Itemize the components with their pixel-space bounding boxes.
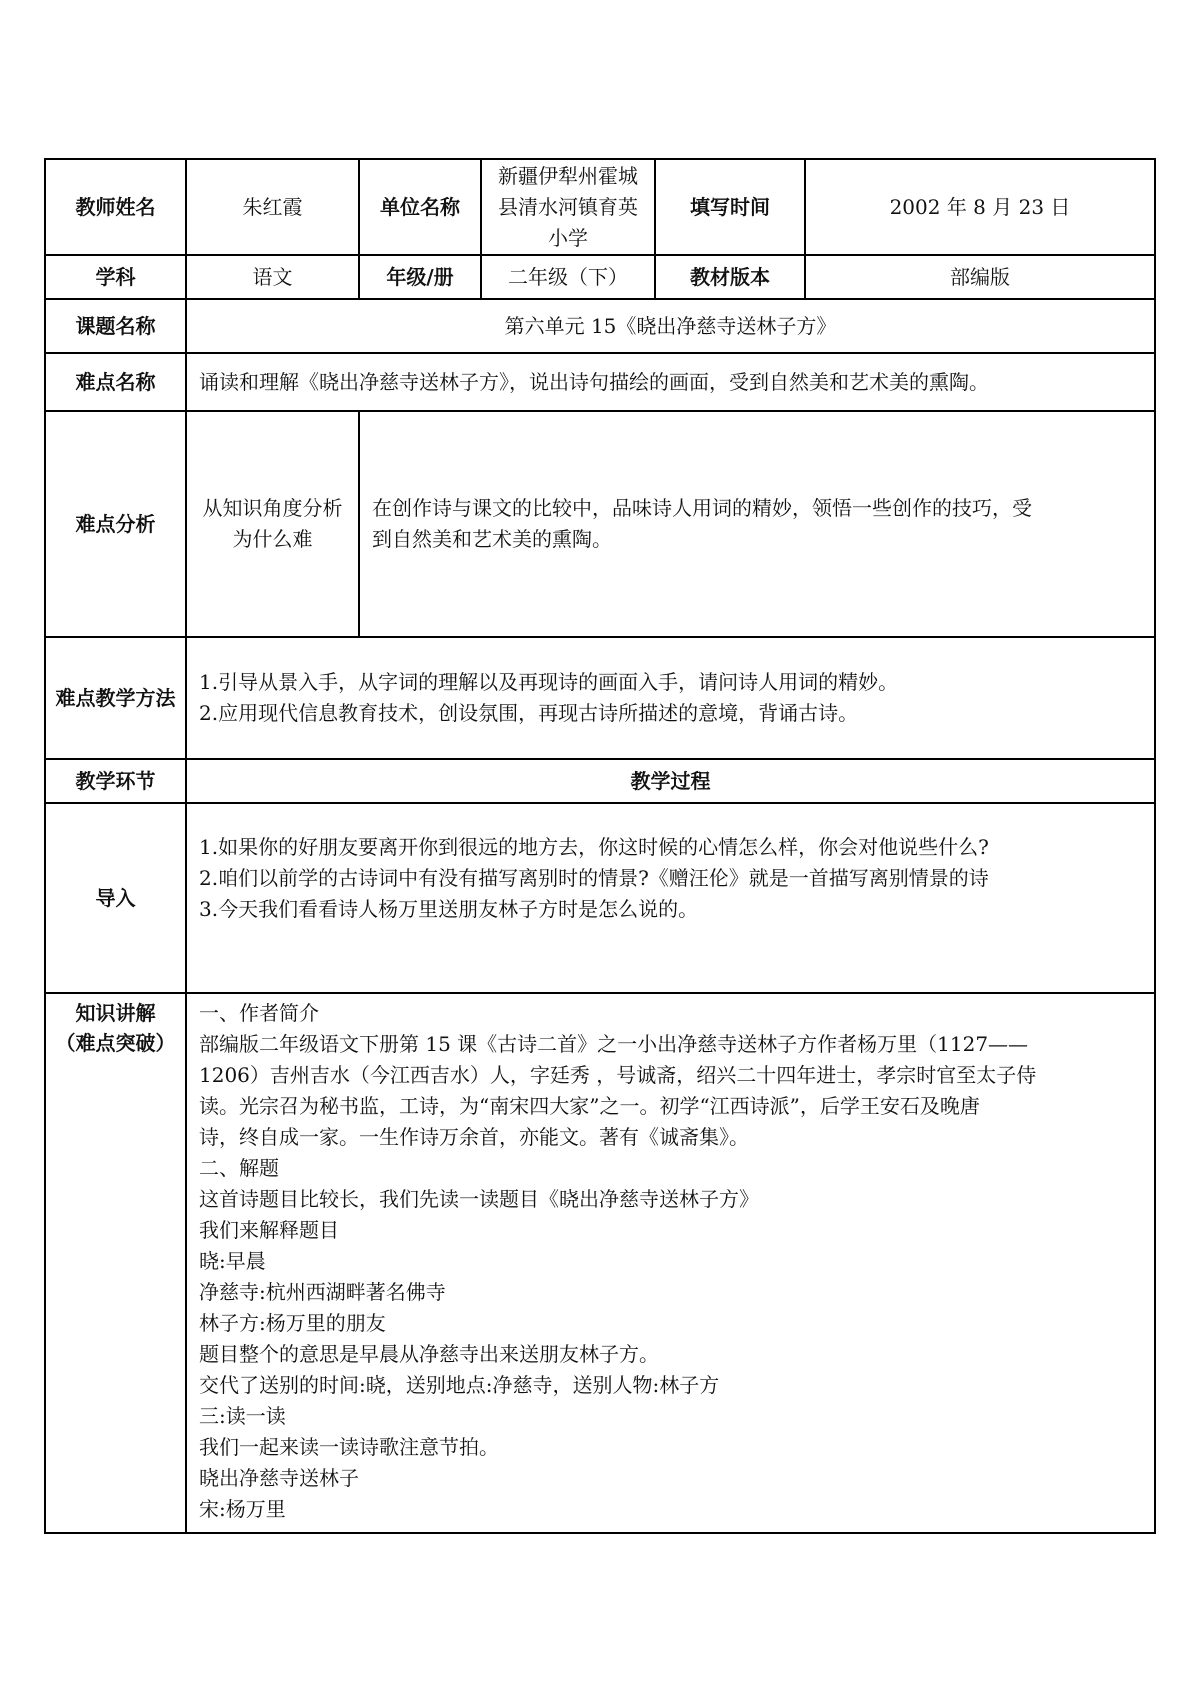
subject-value: 语文 [186, 255, 359, 299]
knowledge-line: 宋:杨万里 [199, 1497, 286, 1521]
unit-name-line: 新疆伊犁州霍城 [498, 163, 638, 188]
knowledge-line: 读。光宗召为秘书监，工诗，为“南宋四大家”之一。初学“江西诗派”，后学王安石及晚唐 [199, 1094, 980, 1118]
knowledge-label [45, 993, 186, 1533]
teaching-stage-label: 教学环节 [45, 759, 186, 803]
knowledge-line: 1206）吉州吉水（今江西吉水）人，字廷秀 ，号诚斋，绍兴二十四年进士，孝宗时官至太子侍 [199, 1063, 1037, 1087]
fill-time-value: 2002 年 8 月 23 日 [805, 159, 1155, 255]
knowledge-line: 晓出净慈寺送林子 [199, 1466, 359, 1490]
lesson-plan-table [44, 158, 1156, 1534]
analysis-label: 难点分析 [45, 411, 186, 637]
intro-row [45, 803, 1155, 993]
subject-row [45, 255, 1155, 299]
unit-name-line: 县清水河镇育英 [498, 194, 638, 219]
teacher-name-label: 教师姓名 [45, 159, 186, 255]
analysis-value [359, 411, 1155, 637]
unit-name-value [481, 159, 655, 255]
difficulty-label: 难点名称 [45, 353, 186, 411]
method-label: 难点教学方法 [45, 637, 186, 759]
topic-value: 第六单元 15《晓出净慈寺送林子方》 [186, 299, 1155, 353]
knowledge-label-line: （难点突破） [55, 1031, 176, 1055]
teaching-process-heading: 教学过程 [186, 759, 1155, 803]
knowledge-label-line: 知识讲解 [75, 1001, 156, 1025]
method-value [186, 637, 1155, 759]
process-header-row [45, 759, 1155, 803]
analysis-sub-label-line: 从知识角度分析 [202, 496, 343, 520]
knowledge-line: 我们来解释题目 [199, 1218, 339, 1242]
edition-label: 教材版本 [655, 255, 805, 299]
analysis-value-line: 到自然美和艺术美的熏陶。 [372, 527, 612, 551]
unit-name-line: 小学 [548, 225, 588, 250]
intro-value [186, 803, 1155, 993]
knowledge-line: 部编版二年级语文下册第 15 课《古诗二首》之一小出净慈寺送林子方作者杨万里（1127—— [199, 1032, 1029, 1056]
knowledge-line: 三:读一读 [199, 1404, 286, 1428]
knowledge-line: 二、解题 [199, 1156, 279, 1180]
intro-line: 2.咱们以前学的古诗词中有没有描写离别时的情景?《赠汪伦》就是一首描写离别情景的诗 [199, 865, 989, 890]
intro-label: 导入 [45, 803, 186, 993]
grade-value: 二年级（下） [481, 255, 655, 299]
method-row [45, 637, 1155, 759]
topic-label: 课题名称 [45, 299, 186, 353]
topic-row [45, 299, 1155, 353]
analysis-sub-label [186, 411, 359, 637]
difficulty-row [45, 353, 1155, 411]
unit-name-label: 单位名称 [359, 159, 481, 255]
edition-value: 部编版 [805, 255, 1155, 299]
header-row [45, 159, 1155, 255]
knowledge-line: 林子方:杨万里的朋友 [199, 1311, 386, 1335]
intro-line: 3.今天我们看看诗人杨万里送朋友林子方时是怎么说的。 [199, 896, 699, 921]
analysis-value-line: 在创作诗与课文的比较中，品味诗人用词的精妙，领悟一些创作的技巧，受 [372, 496, 1032, 520]
teacher-name-value: 朱红霞 [186, 159, 359, 255]
knowledge-value [186, 993, 1155, 1533]
analysis-sub-label-line: 为什么难 [232, 527, 313, 551]
knowledge-row [45, 993, 1155, 1533]
method-line: 2.应用现代信息教育技术，创设氛围，再现古诗所描述的意境，背诵古诗。 [199, 701, 859, 725]
subject-label: 学科 [45, 255, 186, 299]
knowledge-line: 晓:早晨 [199, 1249, 266, 1273]
knowledge-line: 交代了送别的时间:晓，送别地点:净慈寺，送别人物:林子方 [199, 1373, 720, 1397]
knowledge-line: 诗，终自成一家。一生作诗万余首，亦能文。著有《诚斋集》。 [199, 1125, 749, 1149]
knowledge-line: 我们一起来读一读诗歌注意节拍。 [199, 1435, 499, 1459]
method-line: 1.引导从景入手，从字词的理解以及再现诗的画面入手，请问诗人用词的精妙。 [199, 670, 899, 694]
knowledge-line: 一、作者简介 [199, 1001, 319, 1025]
difficulty-value: 诵读和理解《晓出净慈寺送林子方》，说出诗句描绘的画面，受到自然美和艺术美的熏陶。 [186, 353, 1155, 411]
grade-label: 年级/册 [359, 255, 481, 299]
knowledge-line: 这首诗题目比较长，我们先读一读题目《晓出净慈寺送林子方》 [199, 1187, 759, 1211]
knowledge-line: 题目整个的意思是早晨从净慈寺出来送朋友林子方。 [199, 1342, 659, 1366]
fill-time-label: 填写时间 [655, 159, 805, 255]
analysis-row [45, 411, 1155, 637]
knowledge-line: 净慈寺:杭州西湖畔著名佛寺 [199, 1280, 446, 1304]
intro-line: 1.如果你的好朋友要离开你到很远的地方去，你这时候的心情怎么样，你会对他说些什么? [199, 834, 989, 859]
